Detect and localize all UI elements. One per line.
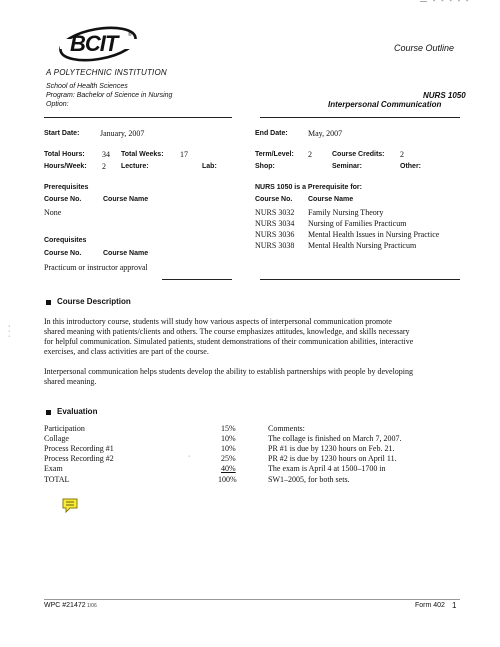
svg-text:BCIT: BCIT	[70, 31, 118, 56]
footer-divider	[44, 599, 460, 600]
description-line: shared meaning with patients/clients and others. The course emphasizes attitudes, knowledge, and skills necessary	[44, 327, 410, 336]
other-label: Other:	[400, 163, 421, 170]
evaluation-item: Collage	[44, 434, 69, 443]
list-item: NURS 3036	[255, 230, 295, 239]
evaluation-pct: 25%	[221, 454, 236, 463]
course-description-heading: Course Description	[57, 297, 131, 306]
tagline: A POLYTECHNIC INSTITUTION	[46, 68, 167, 77]
term-level-value: 2	[308, 150, 312, 159]
section-bullet-icon	[46, 300, 51, 305]
description-line: Interpersonal communication helps students develop the ability to establish partnerships with people by developing	[44, 367, 414, 376]
evaluation-pct: 15%	[221, 424, 236, 433]
shop-label: Shop:	[255, 163, 275, 170]
total-hours-value: 34	[102, 150, 110, 159]
coreq-value: Practicum or instructor approval	[44, 263, 148, 272]
evaluation-item: TOTAL	[44, 475, 70, 484]
coreq-col-no: Course No.	[44, 250, 82, 257]
doc-type: Course Outline	[394, 43, 455, 53]
prereq-value: None	[44, 208, 62, 217]
evaluation-pct: 10%	[221, 444, 236, 453]
svg-text:®: ®	[128, 32, 132, 38]
list-item: Nursing of Families Practicum	[308, 219, 407, 228]
evaluation-item: Process Recording #2	[44, 454, 114, 463]
divider	[44, 117, 232, 118]
scan-marks: ·	[188, 453, 191, 460]
evaluation-comment: PR #1 is due by 1230 hours on Feb. 21.	[268, 444, 395, 453]
scan-marks: — - - - - -	[420, 0, 471, 5]
total-weeks-label: Total Weeks:	[121, 151, 164, 158]
evaluation-comment: The collage is finished on March 7, 2007.	[268, 434, 402, 443]
lab-label: Lab:	[202, 163, 217, 170]
prereq-for-heading: NURS 1050 is a Prerequisite for:	[255, 184, 362, 191]
course-title: Interpersonal Communication	[328, 100, 442, 109]
evaluation-comment: SW1–2005, for both sets.	[268, 475, 350, 484]
list-item: Mental Health Nursing Practicum	[308, 241, 417, 250]
evaluation-comment: PR #2 is due by 1230 hours on April 11.	[268, 454, 397, 463]
prerequisites-heading: Prerequisites	[44, 184, 89, 191]
sticky-note-icon[interactable]	[62, 498, 78, 513]
hours-week-label: Hours/Week:	[44, 163, 87, 170]
prereq-col-name: Course Name	[103, 196, 149, 203]
bcit-logo	[58, 22, 140, 66]
end-date-label: End Date:	[255, 130, 288, 137]
hours-week-value: 2	[102, 162, 106, 171]
footer-left: WPC #21472	[44, 602, 86, 609]
description-line: for helpful communication. Simulated patients, student demonstrations of their communication abilities, interactive	[44, 337, 414, 346]
list-item: NURS 3032	[255, 208, 295, 217]
description-line: shared meaning.	[44, 377, 97, 386]
prereq-col-no: Course No.	[44, 196, 82, 203]
course-credits-value: 2	[400, 150, 404, 159]
option: Option:	[46, 101, 69, 108]
list-item: NURS 3038	[255, 241, 295, 250]
evaluation-item: Process Recording #1	[44, 444, 114, 453]
evaluation-pct: 100%	[218, 475, 237, 484]
evaluation-pct: 10%	[221, 434, 236, 443]
evaluation-item: Exam	[44, 464, 63, 473]
evaluation-pct: 40%	[221, 464, 236, 473]
evaluation-comment: The exam is April 4 at 1500–1700 in	[268, 464, 386, 473]
total-weeks-value: 17	[180, 150, 188, 159]
prereq-for-col-no: Course No.	[255, 196, 293, 203]
divider	[260, 279, 460, 280]
divider	[162, 279, 232, 280]
description-line: exercises, and class activities are part of the course.	[44, 347, 209, 356]
end-date-value: May, 2007	[308, 129, 343, 138]
footer-form: Form 402	[415, 602, 445, 609]
total-hours-label: Total Hours:	[44, 151, 85, 158]
list-item: Family Nursing Theory	[308, 208, 384, 217]
course-credits-label: Course Credits:	[332, 151, 385, 158]
term-level-label: Term/Level:	[255, 151, 294, 158]
corequisites-heading: Corequisites	[44, 237, 87, 244]
evaluation-heading: Evaluation	[57, 407, 98, 416]
seminar-label: Seminar:	[332, 163, 362, 170]
lecture-label: Lecture:	[121, 163, 149, 170]
list-item: NURS 3034	[255, 219, 295, 228]
section-bullet-icon	[46, 410, 51, 415]
school: School of Health Sciences	[46, 83, 128, 90]
page-number: 1	[452, 601, 457, 610]
program: Program: Bachelor of Science in Nursing	[46, 92, 173, 99]
coreq-col-name: Course Name	[103, 250, 149, 257]
evaluation-item: Participation	[44, 424, 85, 433]
footer-left-small: 1/06	[87, 603, 97, 609]
prereq-for-col-name: Course Name	[308, 196, 354, 203]
scan-marks: · · ·	[8, 323, 11, 340]
comments-label: Comments:	[268, 424, 305, 433]
start-date-value: January, 2007	[100, 129, 145, 138]
course-code: NURS 1050	[423, 91, 466, 100]
list-item: Mental Health Issues in Nursing Practice	[308, 230, 440, 239]
description-line: In this introductory course, students will study how various aspects of interpersonal communication promote	[44, 317, 392, 326]
divider	[260, 117, 460, 118]
start-date-label: Start Date:	[44, 130, 80, 137]
